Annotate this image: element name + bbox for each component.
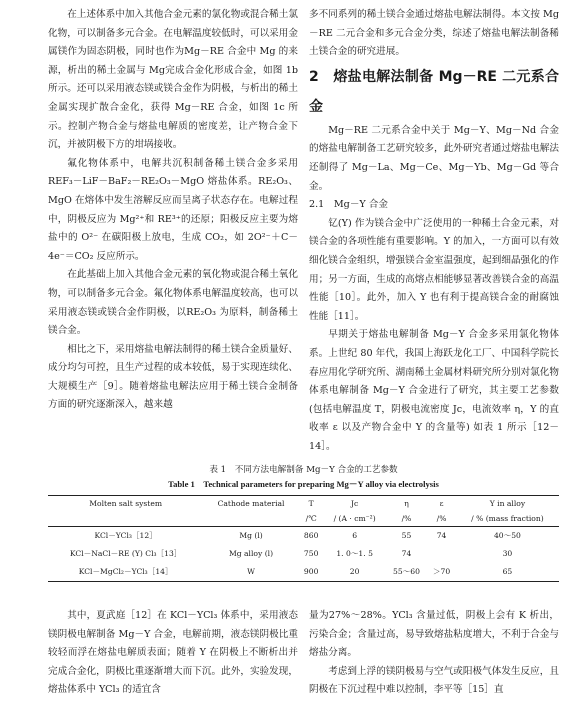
section-title: 2 熔盐电解法制备 Mg－RE 二元系合金: [309, 68, 559, 115]
paragraph: 早期关于熔盐电解制备 Mg－Y 合金多采用氯化物体系。上世纪 80 年代，我国上海跃龙化工厂、中国科学院长春应用化学研究所、湖南稀土金属材料研究所分别对氯化物体系电解制备 Mg－Y 合金进行了研究，其主要工艺参数(包括电解温度 T，阴极电流密度 Jc，电流效率 η，Y 的直收率 ε 以及产物合金中 Y 的含量等) 如表 1 所示［12－14］。: [309, 329, 559, 452]
table-row: [48, 527, 559, 546]
table-caption-cn: 表 1 不同方法电解制备 Mg－Y 合金的工艺参数: [209, 465, 398, 475]
header-efficiency-unit: /%: [386, 511, 428, 527]
paragraph: 钇(Y) 作为镁合金中广泛使用的一种稀土合金元素，对镁合金的各项性能有重要影响。Y 的加入，一方面可以有效细化镁合金组织，增强镁合金室温强度，起到细晶强化的作用；另一方面，生成的高熔点相能够显著改善镁合金的高温性能［10］。此外，加入 Y 也有利于提高镁合金的耐腐蚀性能［11］。: [309, 217, 559, 322]
cell-t: 860: [303, 531, 319, 540]
cell-y: 40～50: [493, 531, 521, 540]
header-current-density-unit: / (A · cm⁻²): [324, 511, 386, 527]
paragraph: 在此基础上加入其他合金元素的氧化物或混合稀土氧化物，可以制备多元合金。氟化物体系电解温度较高，也可以采用液态镁或镁合金作阴极，以RE₂O₃ 为原料，制备稀土镁合金。: [48, 269, 298, 337]
header-current-density: Jc: [324, 496, 386, 512]
header-recovery: ε: [427, 496, 456, 512]
paragraph: 多不同系列的稀土镁合金通过熔盐电解法制得。本文按 Mg－RE 二元合金和多元合金分类，综述了熔盐电解法制备稀土镁合金的研究进展。: [309, 9, 559, 58]
cell-y: 65: [456, 563, 559, 582]
paragraph: 在上述体系中加入其他合金元素的氯化物或混合稀土氯化物，可以制备多元合金。在电解温度较低时，可以采用金属镁作为固态阴极，同时也作为Mg－RE 合金中 Mg 的来源，析出的稀土金属与 Mg完成合金化形成合金，如图 1b 所示。还可以采用液态镁或镁合金作为阴极，与析出的稀土金属实现扩散合金化，获得 Mg－RE 合金，如图 1c 所示。控制产物合金与熔盐电解质的密度差，让产物合金下沉，并被阴极下方的坩埚接收。: [48, 9, 298, 151]
paragraph: 其中，夏武庭［12］在 KCl－YCl₃ 体系中，采用液态镁阴极电解制备 Mg－Y 合金，电解前期，液态镁阴极比重较轻而浮在熔盐电解质表面；随着 Y 在阴极上不断析出并完成合金化，阴极比重逐渐增大而下沉。此外，实验发现，熔盐体系中 YCl₃ 的适宜含: [48, 610, 298, 696]
left-column: [48, 6, 298, 415]
header-y-content-unit: / % (mass fraction): [456, 511, 559, 527]
cell-eta: 55: [401, 531, 412, 540]
cell-t: 900: [299, 563, 324, 582]
cell-eps: ＞70: [427, 563, 456, 582]
cell-system: KCl－YCl₃［12］: [94, 531, 157, 540]
header-temperature: T: [299, 496, 324, 512]
cell-t: 750: [303, 549, 319, 558]
cell-system: KCl－MgCl₂－YCl₃［14］: [48, 563, 203, 582]
header-molten-salt: Molten salt system: [48, 496, 203, 512]
table-row: [48, 563, 559, 582]
paragraph: Mg－RE 二元系合金中关于 Mg－Y、Mg－Nd 合金的熔盐电解制备工艺研究较多，此外研究者通过熔盐电解法还制得了 Mg－La、Mg－Ce、Mg－Yb、Mg－Gd 等合金。: [309, 124, 559, 192]
cell-y: 30: [502, 549, 513, 558]
bottom-left-text: [48, 607, 298, 700]
cell-eta: 55～60: [386, 563, 428, 582]
table-row: [48, 545, 559, 563]
paragraph: 量为27%～28%。YCl₃ 含量过低，阴极上会有 K 析出，污染合金；含量过高，易导致熔盐粘度增大，不利于合金与熔盐分离。: [309, 610, 559, 659]
cell-eta: 74: [401, 549, 412, 558]
table-caption-en: Table 1 Technical parameters for preparing Mg－Y alloy via electrolysis: [168, 479, 439, 489]
header-efficiency: η: [386, 496, 428, 512]
cell-system: KCl－NaCl－RE (Y) Cl₃［13］: [69, 549, 182, 558]
cell-jc: 20: [324, 563, 386, 582]
paragraph: 氟化物体系中，电解共沉积制备稀土镁合金多采用 REF₃－LiF－BaF₂－RE₂O₃－MgO 熔盐体系。RE₂O₃、MgO 在熔体中发生溶解反应而呈离子状态存在。电解过程中，阴极反应为 Mg²⁺和 RE³⁺的还原；阳极反应主要为熔盐中的 O²⁻ 在碳阳极上放电，生成 CO₂，如 2O²⁻＋C－4e⁻＝CO₂ 反应所示。: [48, 157, 298, 262]
cell-cathode: Mg (l): [239, 531, 263, 540]
cell-eps: [427, 545, 456, 563]
paragraph: 相比之下，采用熔盐电解法制得的稀土镁合金质量好、成分均匀可控，且生产过程的成本较低，易于实现连续化、大规模生产［9］。随着熔盐电解法应用于稀土镁合金制备方面的研究逐渐深入，越来越: [48, 343, 298, 411]
header-cathode: Cathode material: [203, 496, 298, 512]
header-recovery-unit: /%: [427, 511, 456, 527]
header-temperature-unit: /℃: [299, 511, 324, 527]
header-y-content: Y in alloy: [456, 496, 559, 512]
table-section: [48, 463, 559, 582]
paragraph: 考虑到上浮的镁阴极易与空气或阳极气体发生反应，且阴极在下沉过程中难以控制，李平等［15］直: [309, 665, 559, 696]
right-column: [309, 6, 559, 456]
bottom-right-text: [309, 607, 559, 700]
cell-eps: 74: [436, 531, 447, 540]
parameters-table: [48, 495, 559, 582]
cell-cathode: W: [203, 563, 298, 582]
cell-cathode: Mg alloy (l): [228, 549, 274, 558]
subsection-title: 2.1 Mg－Y 合金: [309, 199, 388, 211]
cell-jc: 6: [352, 531, 358, 540]
cell-jc: 1. 0～1. 5: [336, 549, 373, 558]
